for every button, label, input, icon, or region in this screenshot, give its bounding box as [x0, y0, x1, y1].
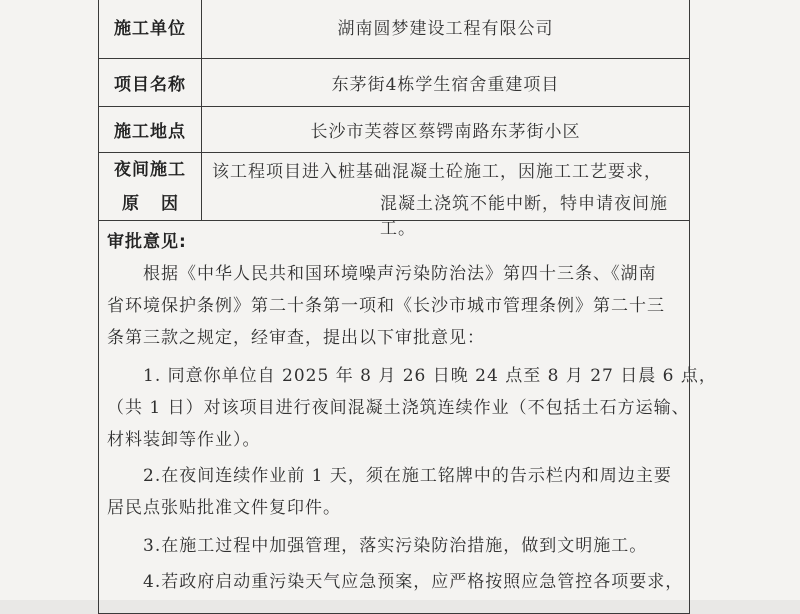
reason-label-line2: 原因	[122, 193, 200, 214]
night-work-reason-text	[202, 153, 689, 239]
opinion-line-5: （共 1 日）对该项目进行夜间混凝土浇筑连续作业（不包括土石方运输、	[107, 398, 690, 418]
approval-opinion-section	[99, 221, 717, 613]
reason-text-line2: 混凝土浇筑不能中断，特申请夜间施工。	[380, 194, 668, 239]
row-construction-unit	[99, 0, 689, 59]
row-night-work-reason	[99, 153, 689, 239]
opinion-line-9: 3.在施工过程中加强管理，落实污染防治措施，做到文明施工。	[143, 536, 648, 556]
approval-form-table	[98, 0, 717, 614]
construction-unit-label: 施工单位	[99, 0, 202, 58]
approval-opinion-title: 审批意见:	[107, 232, 187, 252]
opinion-line-10: 4.若政府启动重污染天气应急预案，应严格按照应急管控各项要求，	[143, 572, 684, 592]
night-work-reason-label	[99, 153, 202, 220]
construction-site-value: 长沙市芙蓉区蔡锷南路东茅街小区	[310, 122, 581, 142]
construction-unit-value: 湖南圆梦建设工程有限公司	[337, 19, 554, 39]
opinion-line-4: 1. 同意你单位自 2025 年 8 月 26 日晚 24 点至 8 月 27 日晨 6 点，	[143, 366, 717, 386]
opinion-line-3: 条第三款之规定，经审查，提出以下审批意见：	[107, 328, 485, 348]
opinion-line-8: 居民点张贴批准文件复印件。	[107, 498, 341, 518]
opinion-line-1: 根据《中华人民共和国环境噪声污染防治法》第四十三条、《湖南	[143, 264, 657, 284]
project-name-label: 项目名称	[99, 59, 202, 106]
reason-label-line1: 夜间施工	[114, 159, 186, 180]
row-project-name	[99, 59, 689, 107]
project-name-value: 东茅街4栋学生宿舍重建项目	[331, 75, 560, 95]
opinion-line-2: 省环境保护条例》第二十条第一项和《长沙市城市管理条例》第二十三	[107, 296, 665, 316]
reason-text-line1: 该工程项目进入桩基础混凝土砼施工，因施工工艺要求，	[212, 162, 662, 182]
opinion-line-7: 2.在夜间连续作业前 1 天，须在施工铭牌中的告示栏内和周边主要	[143, 466, 672, 486]
construction-site-label: 施工地点	[99, 107, 202, 152]
row-construction-site	[99, 107, 689, 153]
opinion-line-6: 材料装卸等作业）。	[107, 430, 261, 450]
